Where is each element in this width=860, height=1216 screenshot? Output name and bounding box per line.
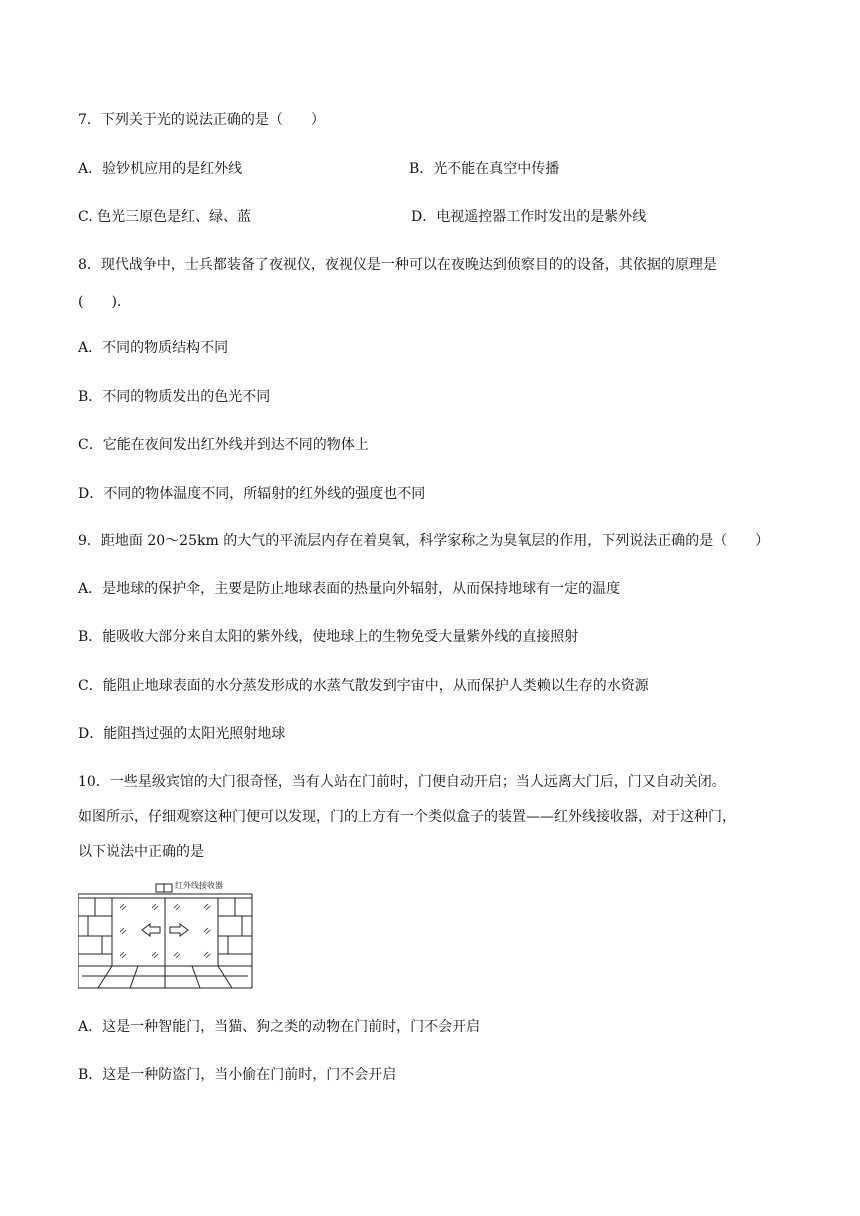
q8-option-a: A．不同的物质结构不同 (78, 340, 229, 356)
q7-stem: 7．下列关于光的说法正确的是（ ） (78, 112, 325, 128)
q8-option-b: B．不同的物质发出的色光不同 (78, 389, 271, 405)
q8-option-c: C．它能在夜间发出红外线并到达不同的物体上 (78, 437, 369, 453)
automatic-door-drawing (78, 880, 254, 990)
q7-option-d: D．电视遥控器工作时发出的是紫外线 (411, 209, 647, 225)
q7-option-b: B．光不能在真空中传播 (409, 161, 560, 177)
q9-option-d: D．能阻挡过强的太阳光照射地球 (78, 726, 286, 742)
infrared-receiver-label: 红外线接收器 (175, 881, 223, 890)
q10-stem-line3: 以下说法中正确的是 (78, 844, 204, 860)
q8-option-d: D．不同的物体温度不同，所辐射的红外线的强度也不同 (78, 486, 426, 502)
q9-stem: 9．距地面 20～25km 的大气的平流层内存在着臭氧，科学家称之为臭氧层的作用，下列说法正确的是（ ） (78, 533, 770, 549)
q10-stem-line1: 10．一些星级宾馆的大门很奇怪，当有人站在门前时，门便自动开启；当人远离大门后，门又自动关闭。 (78, 774, 726, 790)
q8-stem-line1: 8．现代战争中，士兵都装备了夜视仪，夜视仪是一种可以在夜晚达到侦察目的的设备，其依据的原理是 (78, 257, 717, 273)
q9-option-c: C．能阻止地球表面的水分蒸发形成的水蒸气散发到宇宙中，从而保护人类赖以生存的水资源 (78, 678, 649, 694)
q10-stem-line2: 如图所示，仔细观察这种门便可以发现，门的上方有一个类似盒子的装置——红外线接收器，对于这种门， (78, 809, 736, 825)
q7-option-c: C. 色光三原色是红、绿、蓝 (78, 209, 252, 225)
q7-option-a: A．验钞机应用的是红外线 (78, 161, 243, 177)
q9-option-a: A．是地球的保护伞，主要是防止地球表面的热量向外辐射，从而保持地球有一定的温度 (78, 581, 621, 597)
q10-option-b: B．这是一种防盗门，当小偷在门前时，门不会开启 (78, 1067, 397, 1083)
q10-option-a: A．这是一种智能门，当猫、狗之类的动物在门前时，门不会开启 (78, 1019, 481, 1035)
automatic-door-figure (78, 880, 254, 990)
q8-stem-line2: ( ). (78, 294, 122, 310)
q9-option-b: B．能吸收大部分来自太阳的紫外线，使地球上的生物免受大量紫外线的直接照射 (78, 629, 579, 645)
